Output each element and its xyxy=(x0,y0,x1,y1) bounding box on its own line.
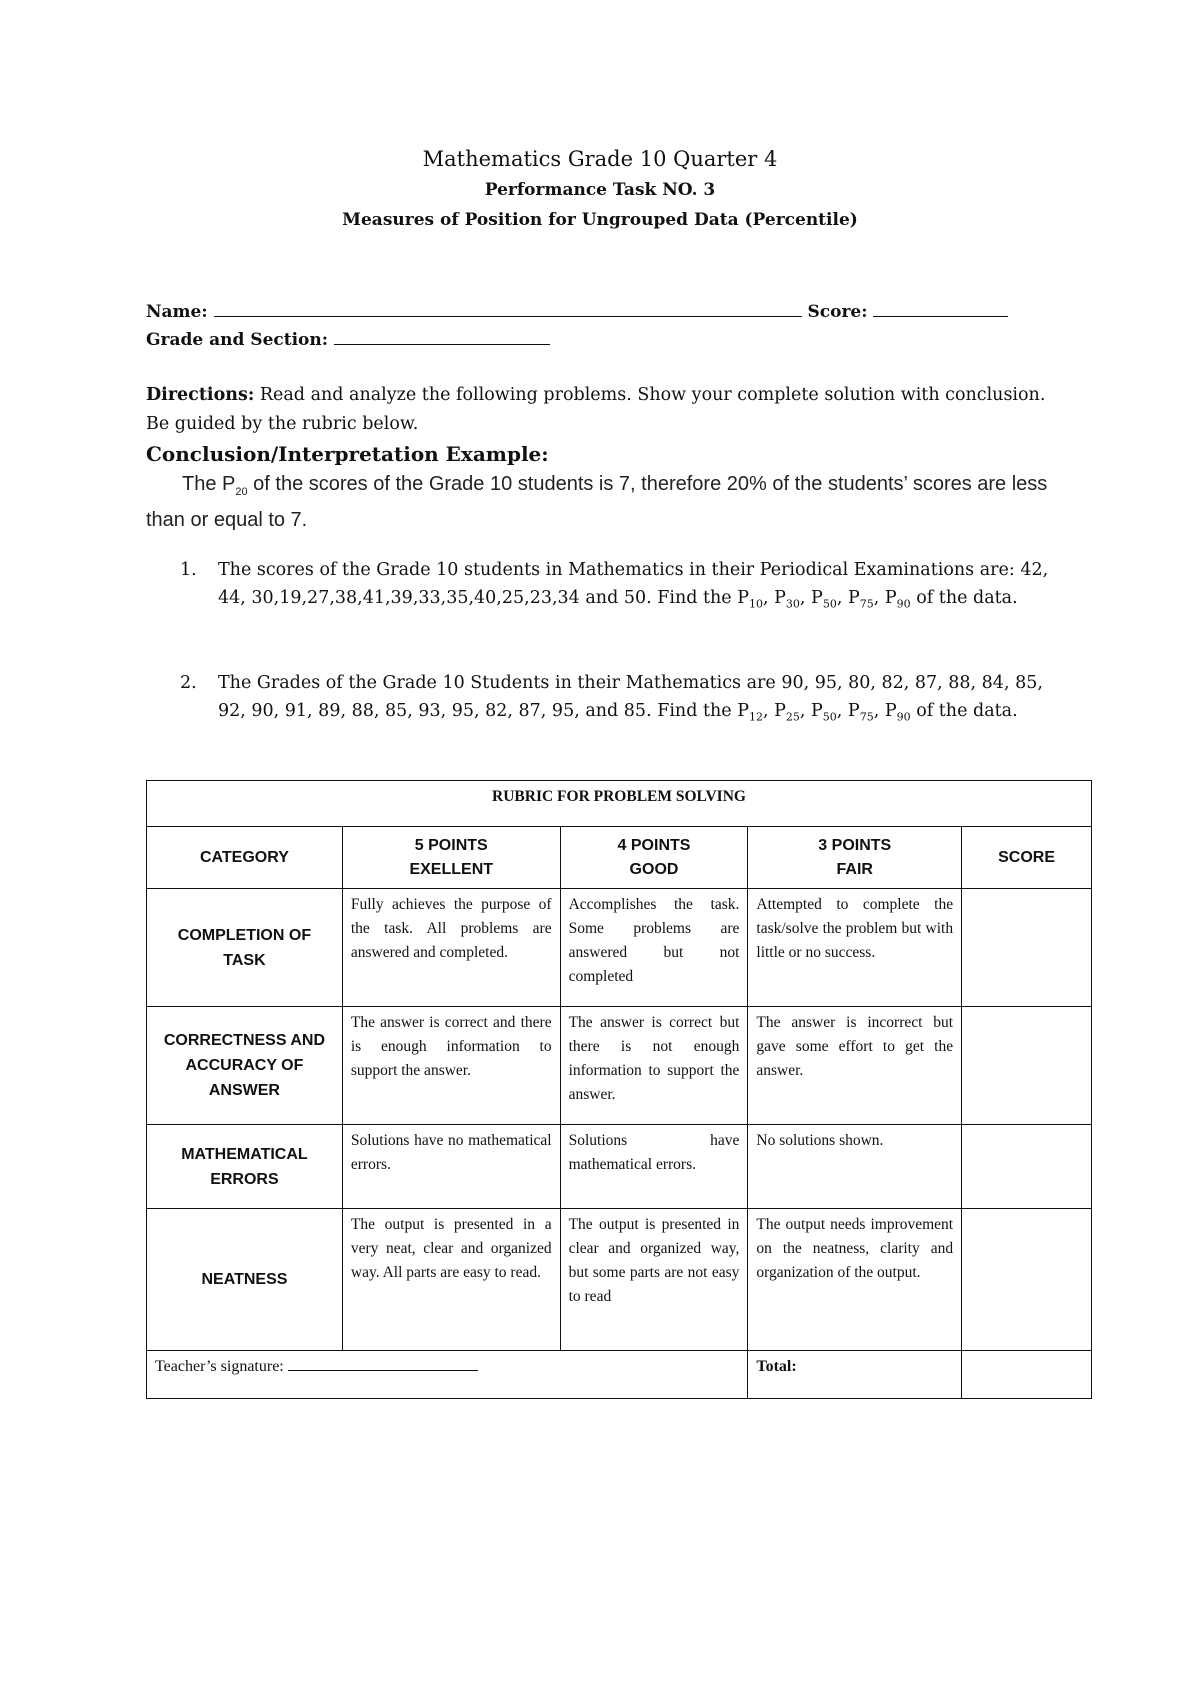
header-5-points: 5 POINTS EXELLENT xyxy=(342,827,560,889)
rubric-five-points: The output is presented in a very neat, clear and organized way. All parts are easy to read. xyxy=(342,1209,560,1351)
rubric-footer-row xyxy=(147,1351,1092,1399)
header-category: CATEGORY xyxy=(147,827,343,889)
rubric-title-row xyxy=(147,781,1092,827)
header-score: SCORE xyxy=(962,827,1092,889)
problem-1 xyxy=(180,556,1060,619)
problem-number: 1. xyxy=(180,560,197,580)
name-blank[interactable] xyxy=(214,300,802,317)
rubric-five-points: Solutions have no mathematical errors. xyxy=(342,1125,560,1209)
rubric-score-cell[interactable] xyxy=(962,1125,1092,1209)
rubric-category: COMPLETION OF TASK xyxy=(147,889,343,1007)
name-score-row xyxy=(146,300,1008,322)
task-topic: Measures of Position for Ungrouped Data (Percentile) xyxy=(342,210,858,230)
rubric-three-points: The answer is incorrect but gave some effort to get the answer. xyxy=(748,1007,962,1125)
rubric-five-points: The answer is correct and there is enough information to support the answer. xyxy=(342,1007,560,1125)
task-number: Performance Task NO. 3 xyxy=(484,180,716,200)
grade-section-row xyxy=(146,328,550,350)
rubric-category: NEATNESS xyxy=(147,1209,343,1351)
directions xyxy=(146,381,1066,439)
teacher-signature-label: Teacher’s signature: xyxy=(155,1358,284,1375)
rubric-four-points: The output is presented in clear and organized way, but some parts are not easy to read xyxy=(560,1209,748,1351)
teacher-signature xyxy=(147,1351,748,1399)
problem-2 xyxy=(180,669,1060,732)
grade-section-blank[interactable] xyxy=(334,328,550,345)
rubric-header-row xyxy=(147,827,1092,889)
rubric-four-points: Accomplishes the task. Some problems are answered but not completed xyxy=(560,889,748,1007)
total-label: Total: xyxy=(748,1351,962,1399)
rubric-category: MATHEMATICAL ERRORS xyxy=(147,1125,343,1209)
rubric-score-cell[interactable] xyxy=(962,889,1092,1007)
rubric-table xyxy=(146,780,1092,1399)
rubric-row xyxy=(147,1209,1092,1351)
header-3-points: 3 POINTS FAIR xyxy=(748,827,962,889)
name-label: Name: xyxy=(146,302,208,322)
rubric-three-points: Attempted to complete the task/solve the problem but with little or no success. xyxy=(748,889,962,1007)
rubric-five-points: Fully achieves the purpose of the task. All problems are answered and completed. xyxy=(342,889,560,1007)
rubric-three-points: No solutions shown. xyxy=(748,1125,962,1209)
score-label: Score: xyxy=(807,302,868,322)
problem-text: The scores of the Grade 10 students in Mathematics in their Periodical Examinations are: 42, 44, 30,19,27,38,41,39,33,35,40,25,23,34 and 50. Find the $P_{10}$, $P_{30}$, $P_{50}$, $P_{75}$, $P_{90}$ of the data. xyxy=(218,560,1049,611)
score-blank[interactable] xyxy=(873,300,1008,317)
header-4-points: 4 POINTS GOOD xyxy=(560,827,748,889)
problem-text: The Grades of the Grade 10 Students in their Mathematics are 90, 95, 80, 82, 87, 88, 84, 85, 92, 90, 91, 89, 88, 85, 93, 95, 82, 87, 95, and 85. Find the $P_{12}$, $P_{25}$, $P_{50}$, $P_{75}$, $P_{90}$ of the data. xyxy=(218,673,1043,724)
problem-number: 2. xyxy=(180,673,197,693)
rubric-title: RUBRIC FOR PROBLEM SOLVING xyxy=(147,781,1092,827)
rubric-category: CORRECTNESS AND ACCURACY OF ANSWER xyxy=(147,1007,343,1125)
document-title: Mathematics Grade 10 Quarter 4 xyxy=(422,147,778,171)
rubric-score-cell[interactable] xyxy=(962,1209,1092,1351)
conclusion-example: The $P_{20}$ of the scores of the Grade 10 students is 7, therefore 20% of the students’ scores are less than or equal to 7. xyxy=(146,473,1048,531)
rubric-score-cell[interactable] xyxy=(962,1007,1092,1125)
total-score-cell[interactable] xyxy=(962,1351,1092,1399)
rubric-three-points: The output needs improvement on the neatness, clarity and organization of the output. xyxy=(748,1209,962,1351)
rubric-four-points: Solutions have mathematical errors. xyxy=(560,1125,748,1209)
conclusion-heading: Conclusion/Interpretation Example: xyxy=(146,442,549,466)
rubric-row xyxy=(147,1125,1092,1209)
teacher-signature-blank[interactable] xyxy=(288,1356,478,1371)
rubric-row xyxy=(147,1007,1092,1125)
rubric-row xyxy=(147,889,1092,1007)
directions-text: Read and analyze the following problems. Show your complete solution with conclusion. Be guided by the rubric below. xyxy=(146,385,1046,434)
rubric-four-points: The answer is correct but there is not enough information to support the answer. xyxy=(560,1007,748,1125)
directions-label: Directions: xyxy=(146,385,255,405)
grade-section-label: Grade and Section: xyxy=(146,330,329,350)
